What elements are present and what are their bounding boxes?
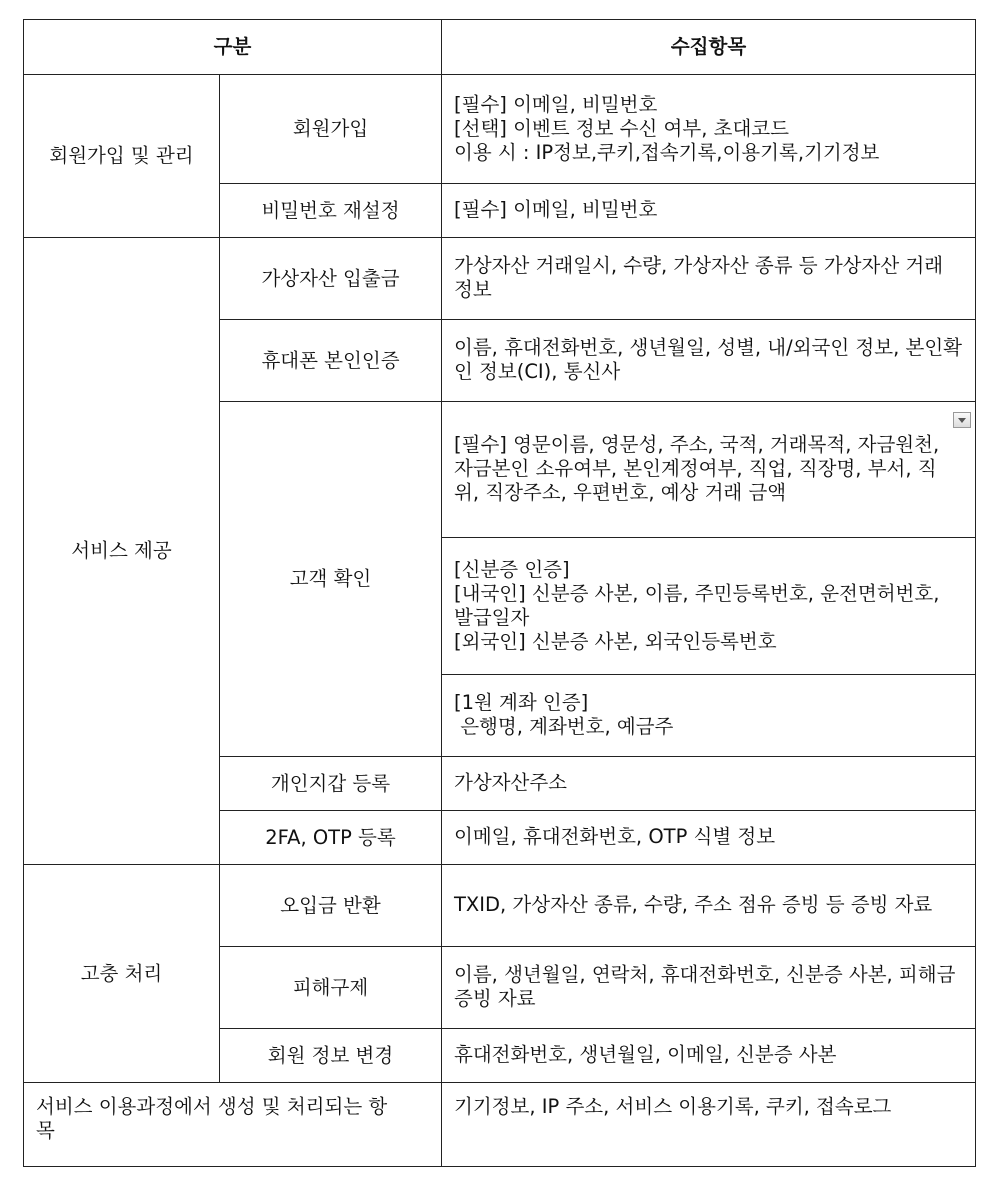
table-row [24, 75, 976, 184]
row-detail-phone-auth [442, 320, 976, 402]
detail-line: 휴대전화번호, 생년월일, 이메일, 신분증 사본 [454, 1043, 837, 1066]
row-label-otp: 2FA, OTP 등록 [220, 811, 442, 865]
privacy-collection-table [23, 19, 976, 1167]
detail-line: 가상자산주소 [454, 771, 568, 794]
table-row [24, 238, 976, 320]
row-detail-usage [442, 1083, 976, 1167]
detail-line: [필수] 이메일, 비밀번호 [454, 198, 658, 221]
row-detail-deposit [442, 238, 976, 320]
row-label-signup: 회원가입 [220, 75, 442, 184]
row-detail-wallet [442, 757, 976, 811]
table-row [24, 1083, 976, 1167]
detail-line: 기기정보, IP 주소, 서비스 이용기록, 쿠키, 접속로그 [454, 1095, 892, 1118]
table-row [24, 865, 976, 947]
group-service: 서비스 제공 [24, 238, 220, 865]
row-detail-kyc-id [442, 538, 976, 675]
privacy-collection-table-wrapper [23, 19, 976, 1167]
row-label-kyc: 고객 확인 [220, 402, 442, 757]
group-membership: 회원가입 및 관리 [24, 75, 220, 238]
row-detail-password-reset [442, 184, 976, 238]
detail-line: 은행명, 계좌번호, 예금주 [454, 715, 674, 738]
row-detail-refund [442, 865, 976, 947]
group-usage-generated: 서비스 이용과정에서 생성 및 처리되는 항목 [24, 1083, 442, 1167]
row-detail-member-change [442, 1029, 976, 1083]
detail-line: 가상자산 거래일시, 수량, 가상자산 종류 등 가상자산 거래 정보 [454, 254, 950, 301]
detail-line: TXID, 가상자산 종류, 수량, 주소 점유 증빙 등 증빙 자료 [454, 893, 933, 916]
group-complaint: 고충 처리 [24, 865, 220, 1083]
row-label-deposit: 가상자산 입출금 [220, 238, 442, 320]
detail-line: [선택] 이벤트 정보 수신 여부, 초대코드 [454, 116, 789, 140]
row-label-refund: 오입금 반환 [220, 865, 442, 947]
detail-line: 이용 시 : IP정보,쿠키,접속기록,이용기록,기기정보 [454, 140, 880, 164]
dropdown-arrow-icon[interactable] [953, 412, 971, 428]
row-detail-relief [442, 947, 976, 1029]
detail-line: [1원 계좌 인증] [454, 691, 589, 714]
row-label-wallet: 개인지갑 등록 [220, 757, 442, 811]
row-detail-kyc-required [442, 402, 976, 538]
row-label-member-change: 회원 정보 변경 [220, 1029, 442, 1083]
header-items: 수집항목 [442, 20, 976, 75]
detail-line: [내국인] 신분증 사본, 이름, 주민등록번호, 운전면허번호, 발급일자 [454, 581, 946, 629]
detail-line: [외국인] 신분증 사본, 외국인등록번호 [454, 629, 777, 653]
row-detail-signup [442, 75, 976, 184]
row-detail-kyc-account [442, 675, 976, 757]
row-label-password-reset: 비밀번호 재설정 [220, 184, 442, 238]
row-label-relief: 피해구제 [220, 947, 442, 1029]
detail-line: [신분증 인증] [454, 557, 570, 581]
row-label-phone-auth: 휴대폰 본인인증 [220, 320, 442, 402]
detail-line: 이메일, 휴대전화번호, OTP 식별 정보 [454, 825, 776, 848]
detail-line: 이름, 생년월일, 연락처, 휴대전화번호, 신분증 사본, 피해금 증빙 자료 [454, 963, 962, 1010]
detail-line: [필수] 이메일, 비밀번호 [454, 92, 658, 116]
detail-line: 이름, 휴대전화번호, 생년월일, 성별, 내/외국인 정보, 본인확인 정보(CI), 통신사 [454, 336, 963, 383]
header-row [24, 20, 976, 75]
detail-line: [필수] 영문이름, 영문성, 주소, 국적, 거래목적, 자금원천, 자금본인 소유여부, 본인계정여부, 직업, 직장명, 부서, 직위, 직장주소, 우편번호, 예상 거래 금액 [454, 433, 946, 504]
row-detail-otp [442, 811, 976, 865]
header-category: 구분 [24, 20, 442, 75]
